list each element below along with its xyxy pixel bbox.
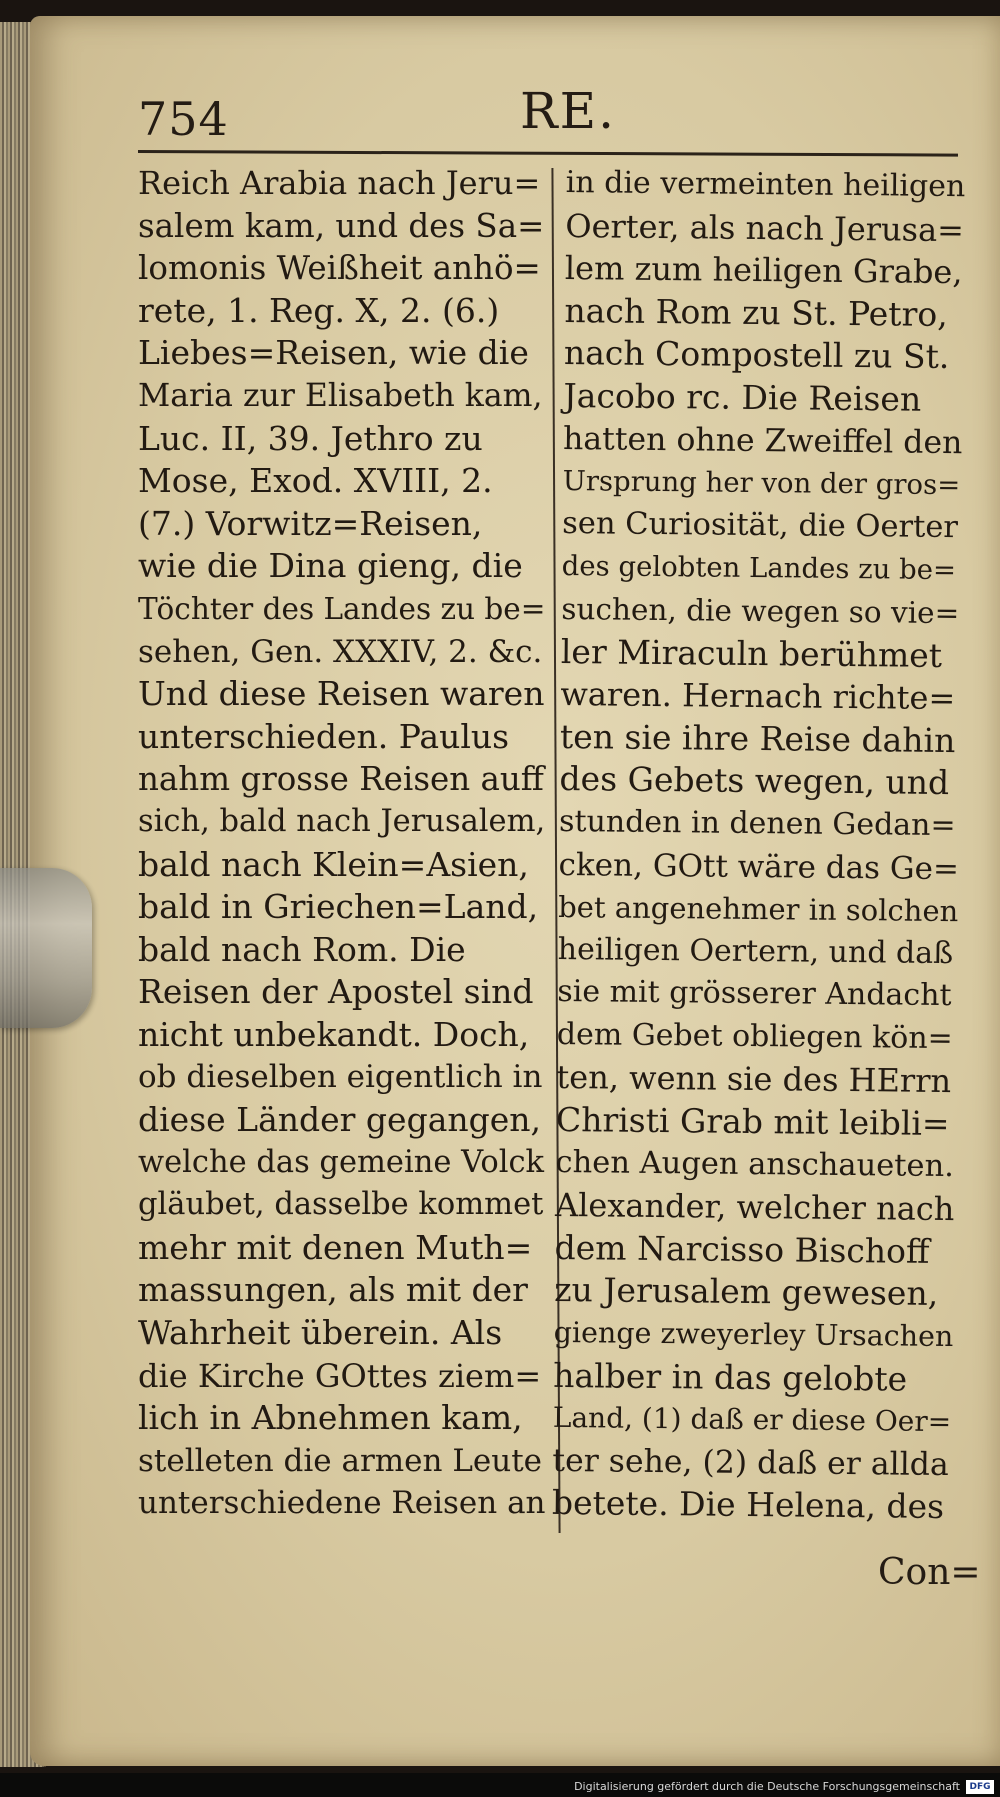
catchword: Con= xyxy=(878,1552,981,1593)
text-line: unterschieden. Paulus xyxy=(138,716,510,756)
text-line: mehr mit denen Muth= xyxy=(138,1227,533,1267)
text-line: in die vermeinten heiligen xyxy=(565,164,966,205)
text-line: bet angenehmer in solchen xyxy=(558,890,959,929)
text-line: ler Miraculn berühmet xyxy=(560,631,943,675)
text-line: suchen, die wegen so vie= xyxy=(561,591,960,631)
text-line: Alexander, welcher nach xyxy=(554,1186,955,1229)
text-line: sen Curiosität, die Oerter xyxy=(562,505,959,545)
text-line: bald in Griechen=Land, xyxy=(138,887,539,927)
text-line: welche das gemeine Volck xyxy=(138,1144,545,1180)
text-line: nach Rom zu St. Petro, xyxy=(564,290,948,334)
text-line: gienge zweyerley Ursachen xyxy=(553,1315,954,1354)
text-line: ter sehe, (2) daß er allda xyxy=(552,1442,949,1483)
text-line: sich, bald nach Jerusalem, xyxy=(138,803,546,839)
text-line: salem kam, und des Sa= xyxy=(138,206,545,245)
text-line: sehen, Gen. XXXIV, 2. &c. xyxy=(138,633,543,670)
text-line: dem Narcisso Bischoff xyxy=(554,1227,930,1271)
text-line: Maria zur Elisabeth kam, xyxy=(138,377,543,414)
text-line: die Kirche GOttes ziem= xyxy=(138,1356,542,1395)
text-line: heiligen Oertern, und daß xyxy=(557,931,954,971)
text-line: Liebes=Reisen, wie die xyxy=(138,333,529,373)
digitization-credit: Digitalisierung gefördert durch die Deutsche Forschungsgemeinschaft xyxy=(574,1780,960,1793)
text-line: des gelobten Landes zu be= xyxy=(561,550,957,587)
text-line: sie mit grösserer Andacht xyxy=(557,974,952,1014)
text-line: (7.) Vorwitz=Reisen, xyxy=(138,503,483,543)
text-line: Wahrheit überein. Als xyxy=(138,1313,503,1353)
text-line: hatten ohne Zweiffel den xyxy=(562,420,963,461)
text-line: betete. Die Helena, des xyxy=(551,1483,945,1527)
text-line: rete, 1. Reg. X, 2. (6.) xyxy=(138,290,500,330)
text-line: Oerter, als nach Jerusa= xyxy=(565,206,965,249)
text-line: ten, wenn sie des HErrn xyxy=(556,1058,952,1101)
text-line: stunden in denen Gedan= xyxy=(558,803,956,844)
text-line: halber in das gelobte xyxy=(553,1355,908,1399)
text-line: ten sie ihre Reise dahin xyxy=(559,716,956,760)
text-line: nach Compostell zu St. xyxy=(563,333,950,377)
text-line: Jacobo rc. Die Reisen xyxy=(563,375,922,419)
text-line: Luc. II, 39. Jethro zu xyxy=(138,418,483,458)
text-line: unterschiedene Reisen an xyxy=(138,1485,546,1522)
footer-strip xyxy=(0,1773,1000,1797)
dfg-logo: DFG xyxy=(966,1780,994,1794)
text-line: nahm grosse Reisen auff xyxy=(138,760,544,799)
text-line: cken, GOtt wäre das Ge= xyxy=(558,846,960,887)
text-line: Töchter des Landes zu be= xyxy=(138,591,546,626)
text-line: massungen, als mit der xyxy=(138,1270,528,1310)
text-line: lomonis Weißheit anhö= xyxy=(138,249,541,288)
text-line: Mose, Exod. XVIII, 2. xyxy=(138,461,493,501)
text-line: diese Länder gegangen, xyxy=(138,1100,542,1140)
text-line: zu Jerusalem gewesen, xyxy=(553,1270,939,1314)
text-line: waren. Hernach richte= xyxy=(560,675,956,718)
right-column xyxy=(552,162,966,1529)
page-number: 754 xyxy=(138,92,229,146)
page-clip xyxy=(0,868,92,1028)
text-line: lem zum heiligen Grabe, xyxy=(564,249,963,292)
text-line: Christi Grab mit leibli= xyxy=(555,1100,950,1144)
running-head: RE. xyxy=(520,82,617,140)
left-column xyxy=(138,162,546,1525)
text-line: nicht unbekandt. Doch, xyxy=(138,1014,530,1054)
text-line: ob dieselben eigentlich in xyxy=(138,1059,543,1096)
text-line: Ursprung her von der gros= xyxy=(562,465,961,502)
text-line: Land, (1) daß er diese Oer= xyxy=(552,1401,952,1439)
text-line: bald nach Klein=Asien, xyxy=(138,844,529,884)
text-line: bald nach Rom. Die xyxy=(138,929,466,969)
text-line: chen Augen anschaueten. xyxy=(555,1144,955,1184)
text-line: gläubet, dasselbe kommet xyxy=(138,1187,544,1223)
text-line: des Gebets wegen, und xyxy=(559,759,950,803)
text-line: Und diese Reisen waren xyxy=(138,674,545,714)
text-line: lich in Abnehmen kam, xyxy=(138,1398,523,1438)
text-line: Reisen der Apostel sind xyxy=(138,972,534,1012)
text-line: wie die Dina gieng, die xyxy=(138,546,523,586)
text-line: dem Gebet obliegen kön= xyxy=(556,1016,953,1056)
text-line: stelleten die armen Leute xyxy=(138,1442,543,1479)
text-line: Reich Arabia nach Jeru= xyxy=(138,164,541,202)
